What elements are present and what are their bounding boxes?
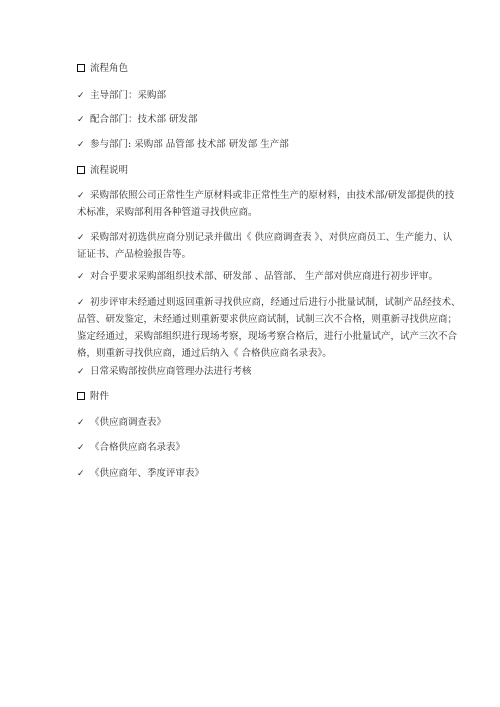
attachment-item-2: ✓ 《合格供应商名录表》	[77, 439, 433, 457]
lead-dept-item: ✓ 主导部门：采购部	[77, 87, 433, 105]
checkmark-icon: ✓	[77, 418, 85, 428]
square-bullet-icon	[77, 392, 85, 400]
checkmark-icon: ✓	[77, 191, 85, 201]
description-heading: 流程说明	[77, 162, 433, 179]
step-2-paragraph: ✓ 采购部对初选供应商分别记录并做出《 供应商调查表 》、对供应商员工、生产能力、认 证证书、产品检验报告等。	[77, 232, 453, 260]
step-3-paragraph: ✓ 对合乎要求采购部组织技术部、研发部 、品管部、 生产部对供应商进行初步评审。	[77, 268, 433, 286]
checkmark-icon: ✓	[77, 469, 85, 479]
checkmark-icon: ✓	[77, 272, 85, 282]
attachments-heading: 附件	[77, 388, 433, 405]
roles-heading: 流程角色	[77, 60, 433, 77]
checkmark-icon: ✓	[77, 298, 85, 308]
checkmark-icon: ✓	[77, 115, 85, 125]
checkmark-icon: ✓	[77, 140, 85, 150]
attachment-item-3: ✓ 《供应商年、季度评审表》	[77, 465, 433, 483]
step-1-paragraph: ✓ 采购部依照公司正常性生产原材料或非正常性生产的原材料，由技术部/研发部提供的技 术标准，采购部利用各种管道寻找供应商。	[77, 190, 455, 218]
step-5-paragraph: ✓ 日常采购部按供应商管理办法进行考核	[77, 363, 433, 381]
square-bullet-icon	[77, 166, 85, 174]
attachment-item-1: ✓ 《供应商调查表》	[77, 414, 433, 432]
checkmark-icon: ✓	[77, 233, 85, 243]
checkmark-icon: ✓	[77, 443, 85, 453]
checkmark-icon: ✓	[77, 91, 85, 101]
square-bullet-icon	[77, 64, 85, 72]
participants-item: ✓ 参与部门: 采购部 品管部 技术部 研发部 生产部	[77, 136, 433, 154]
support-dept-item: ✓ 配合部门：技术部 研发部	[77, 111, 433, 129]
checkmark-icon: ✓	[77, 367, 85, 377]
step-4-paragraph: ✓ 初步评审未经通过则返回重新寻找供应商，经通过后进行小批量试制，试制产品经技术、 品管、研发鉴定，未经通过则重新要求供应商试制，试制三次不合格，则重新寻找供应商； 鉴定经通过，采购部组织进行现场考察，现场考察合格后，进行小批量试产，试产三次不合 格，则重新寻找供应商，通过后纳入《 合格供应商名录表》。	[77, 297, 461, 359]
